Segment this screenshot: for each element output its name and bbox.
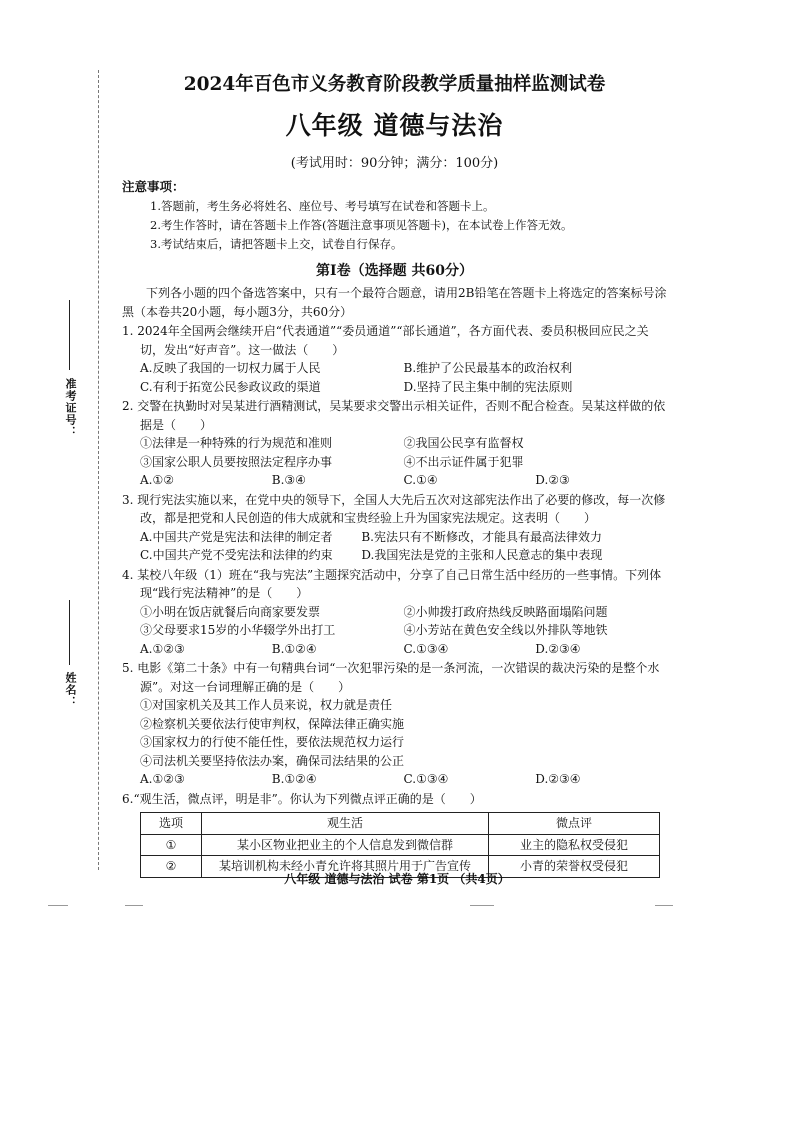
table-row — [141, 834, 660, 856]
option-b: B.宪法只有不断修改，才能具有最高法律效力 — [361, 529, 602, 544]
option-d: D.②③④ — [535, 641, 581, 656]
bottom-rule — [655, 905, 673, 906]
binding-dashed-line — [98, 70, 99, 870]
name-blank — [69, 600, 70, 665]
statement-1: ①小明在饭店就餐后向商家要发票 — [140, 604, 321, 619]
option-c: C.①③④ — [403, 641, 449, 656]
option-a: A.反映了我国的一切权力属于人民 — [140, 361, 321, 375]
statement-1: ①法律是一种特殊的行为规范和准则 — [140, 436, 333, 450]
statement-1: ①对国家机关及其工作人员来说，权力就是责任 — [140, 698, 393, 712]
statement-4: ④小芳站在黄色安全线以外排队等地铁 — [403, 623, 608, 637]
question-text: 2. 交警在执勤时对吴某进行酒精测试，吴某要求交警出示相关证件，否则不配合检查。吴某这样做的依据是（ ） — [122, 399, 666, 432]
question-text: 5. 电影《第二十条》中有一句精典台词“一次犯罪污染的是一条河流，一次错误的裁决污染的是整个水源”。对这一台词理解正确的是（ ） — [122, 661, 660, 694]
question-1 — [122, 322, 667, 396]
section-title: 第Ⅰ卷（选择题 共60分） — [316, 263, 473, 279]
option-d: D.②③④ — [535, 772, 581, 786]
table-cell: 小青的荣誉权受侵犯 — [489, 856, 660, 878]
notice-item: 3.考试结束后，请把答题卡上交，试卷自行保存。 — [150, 237, 403, 251]
table-cell: 某小区物业把业主的个人信息发到微信群 — [202, 834, 489, 856]
statement-2: ②检察机关要依法行使审判权，保障法律正确实施 — [140, 716, 405, 731]
question-options — [122, 770, 667, 789]
option-a: A.①②③ — [140, 772, 185, 786]
question-statements — [122, 603, 667, 640]
bottom-rule — [48, 905, 68, 906]
table-cell: ② — [141, 856, 202, 878]
statement-4: ④不出示证件属于犯罪 — [403, 454, 524, 469]
statement-4: ④司法机关要坚持依法办案，确保司法结果的公正 — [140, 753, 405, 768]
option-a: A.①②③ — [140, 641, 185, 656]
question-text: 3. 现行宪法实施以来，在党中央的领导下，全国人大先后五次对这部宪法作出了必要的修改，每一次修改，都是把党和人民创造的伟大成就和宝贵经验上升为国家宪法规定。这表明（ ） — [122, 492, 666, 525]
table-cell: 业主的隐私权受侵犯 — [489, 834, 660, 856]
exam-number-label: 准考证号： — [64, 378, 77, 438]
option-d: D.②③ — [535, 473, 570, 487]
page-footer: 八年级 道德与法治 试卷 第1页 （共4页） — [284, 872, 510, 886]
question-options — [122, 528, 667, 565]
question-4 — [122, 566, 667, 659]
section-intro: 下列各小题的四个备选答案中，只有一个最符合题意，请用2B铅笔在答题卡上将选定的答案标号涂黑（本卷共20小题，每小题3分，共60分） — [122, 286, 667, 319]
q6-table — [140, 812, 660, 878]
notice-heading: 注意事项： — [122, 179, 185, 194]
question-text: 4. 某校八年级（1）班在“我与宪法”主题探究活动中，分享了自己日常生活中经历的一些事情。下列体现“践行宪法精神”的是（ ） — [122, 567, 662, 600]
table-header: 选项 — [141, 813, 202, 835]
table-cell: 某培训机构未经小青允许将其照片用于广告宣传 — [202, 856, 489, 878]
option-a: A.中国共产党是宪法和法律的制定者 — [140, 529, 333, 544]
option-d: D.坚持了民主集中制的宪法原则 — [403, 379, 573, 394]
question-options — [122, 471, 667, 490]
option-a: A.①② — [140, 473, 174, 487]
question-3 — [122, 491, 667, 565]
table-cell: ① — [141, 834, 202, 856]
statement-3: ③国家权力的行使不能任性，要依法规范权力运行 — [140, 735, 405, 749]
option-c: C.①③④ — [403, 772, 449, 786]
statement-3: ③国家公职人员要按照法定程序办事 — [140, 454, 333, 469]
notice-item: 2.考生作答时，请在答题卡上作答(答题注意事项见答题卡)，在本试卷上作答无效。 — [150, 218, 573, 232]
question-options — [122, 359, 667, 396]
name-label: 姓名： — [64, 672, 77, 708]
exam-meta: (考试用时：90分钟；满分：100分) — [290, 156, 499, 171]
bottom-rule — [470, 905, 494, 906]
question-options — [122, 640, 667, 659]
option-b: B.③④ — [271, 473, 306, 487]
option-c: C.中国共产党不受宪法和法律的约束 — [140, 548, 333, 562]
statement-3: ③父母要求15岁的小华辍学外出打工 — [140, 623, 336, 637]
table-header: 观生活 — [202, 813, 489, 835]
option-b: B.①②④ — [271, 641, 317, 656]
question-text: 1. 2024年全国两会继续开启“代表通道”“委员通道”“部长通道”，各方面代表、委员积极回应民之关切，发出“好声音”。这一做法（ ） — [122, 324, 649, 357]
exam-title: 2024年百色市义务教育阶段教学质量抽样监测试卷 — [183, 74, 606, 95]
option-b: B.维护了公民最基本的政治权利 — [403, 361, 573, 375]
bottom-rule — [125, 905, 143, 906]
notice-list — [122, 197, 667, 254]
statement-2: ②小帅拨打政府热线反映路面塌陷问题 — [403, 604, 608, 619]
option-d: D.我国宪法是党的主张和人民意志的集中表现 — [361, 548, 603, 562]
question-5 — [122, 659, 667, 789]
question-text: 6.“观生活，微点评，明是非”。你认为下列微点评正确的是（ ） — [122, 791, 482, 806]
option-c: C.①④ — [403, 473, 438, 487]
question-statements — [122, 434, 667, 471]
option-b: B.①②④ — [271, 772, 317, 786]
option-c: C.有利于拓宽公民参政议政的渠道 — [140, 379, 321, 394]
table-header-row — [141, 813, 660, 835]
statement-2: ②我国公民享有监督权 — [403, 436, 524, 450]
question-6 — [122, 790, 667, 878]
table-header: 微点评 — [489, 813, 660, 835]
question-2 — [122, 397, 667, 490]
subject-title: 八年级 道德与法治 — [285, 111, 504, 140]
exam-page — [122, 70, 667, 878]
notice-item: 1.答题前，考生务必将姓名、座位号、考号填写在试卷和答题卡上。 — [150, 199, 495, 213]
exam-number-blank — [69, 300, 70, 370]
